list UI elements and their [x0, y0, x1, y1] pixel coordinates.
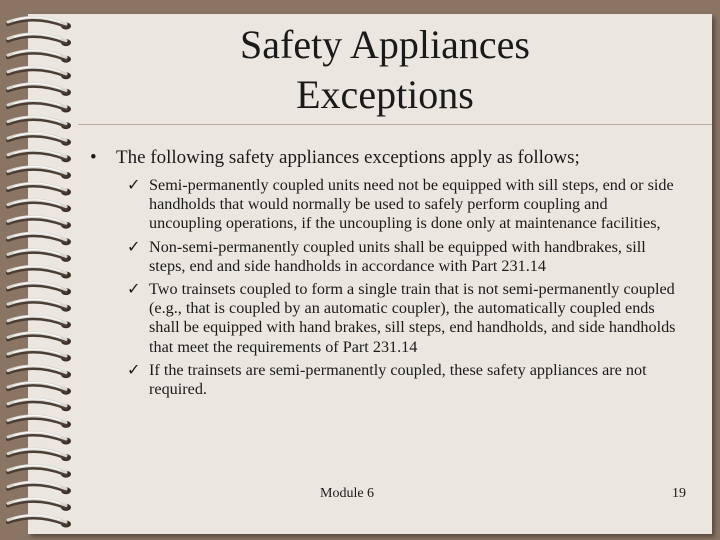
footer-page-number: 19 [672, 486, 686, 501]
binding-ring [8, 17, 71, 29]
binding-ring [8, 349, 71, 361]
footer-module: Module 6 [320, 486, 375, 501]
sub-bullet-text: Semi-permanently coupled units need not be equipped with sill steps, end or side handholds that would normally be used to safely perform coupling and uncoupling operations, if the uncoupling is done only at maintenance facilities, [149, 176, 674, 233]
binding-ring [8, 133, 71, 145]
binding-ring [8, 482, 71, 494]
binding-ring [8, 415, 71, 427]
binding-ring [8, 216, 71, 228]
binding-ring [8, 498, 71, 510]
binding-ring [8, 249, 71, 261]
binding-ring [8, 465, 71, 477]
bullet-dot-icon: • [90, 147, 97, 168]
binding-ring [8, 299, 71, 311]
title-line-2: Exceptions [296, 72, 474, 117]
sub-bullet-list [127, 176, 683, 403]
checkmark-icon: ✓ [127, 176, 141, 194]
binding-ring [8, 83, 71, 95]
binding-ring [8, 67, 71, 79]
binding-ring [8, 283, 71, 295]
binding-ring [8, 382, 71, 394]
slide-title [90, 20, 680, 120]
sub-bullet-text: If the trainsets are semi-permanently coupled, these safety appliances are not required. [149, 360, 647, 399]
binding-ring [8, 515, 71, 527]
checkmark-icon: ✓ [127, 360, 141, 379]
binding-ring [8, 399, 71, 411]
binding-ring [8, 332, 71, 344]
binding-ring [8, 233, 71, 245]
binding-ring [8, 100, 71, 112]
sub-bullet-item [127, 176, 683, 234]
sub-bullet-item [127, 280, 683, 357]
binding-ring [8, 50, 71, 62]
binding-ring [8, 200, 71, 212]
title-divider [78, 124, 712, 125]
binding-ring [8, 316, 71, 328]
sub-bullet-item [127, 238, 683, 276]
spiral-binding [0, 0, 90, 540]
checkmark-icon: ✓ [127, 237, 141, 256]
binding-ring [8, 366, 71, 378]
sub-bullet-item [127, 361, 683, 399]
binding-ring [8, 266, 71, 278]
binding-ring [8, 449, 71, 461]
binding-ring [8, 150, 71, 162]
title-line-1: Safety Appliances [240, 22, 530, 67]
binding-ring [8, 432, 71, 444]
checkmark-icon: ✓ [127, 280, 141, 299]
binding-ring [8, 183, 71, 195]
sub-bullet-text: Two trainsets coupled to form a single train that is not semi-permanently coupled (e.g., that is coupled by an automatic coupler), the automatically coupled ends shall be equipped with hand brakes, sill steps, end handholds, and side handholds that meet the requirements of Part 231.14 [149, 280, 676, 356]
sub-bullet-text: Non-semi-permanently coupled units shall be equipped with handbrakes, sill steps, end and side handholds in accordance with Part 231.14 [149, 237, 646, 275]
binding-ring [8, 166, 71, 178]
binding-ring [8, 34, 71, 46]
main-bullet-text: The following safety appliances exceptions apply as follows; [116, 147, 580, 168]
binding-ring [8, 117, 71, 129]
